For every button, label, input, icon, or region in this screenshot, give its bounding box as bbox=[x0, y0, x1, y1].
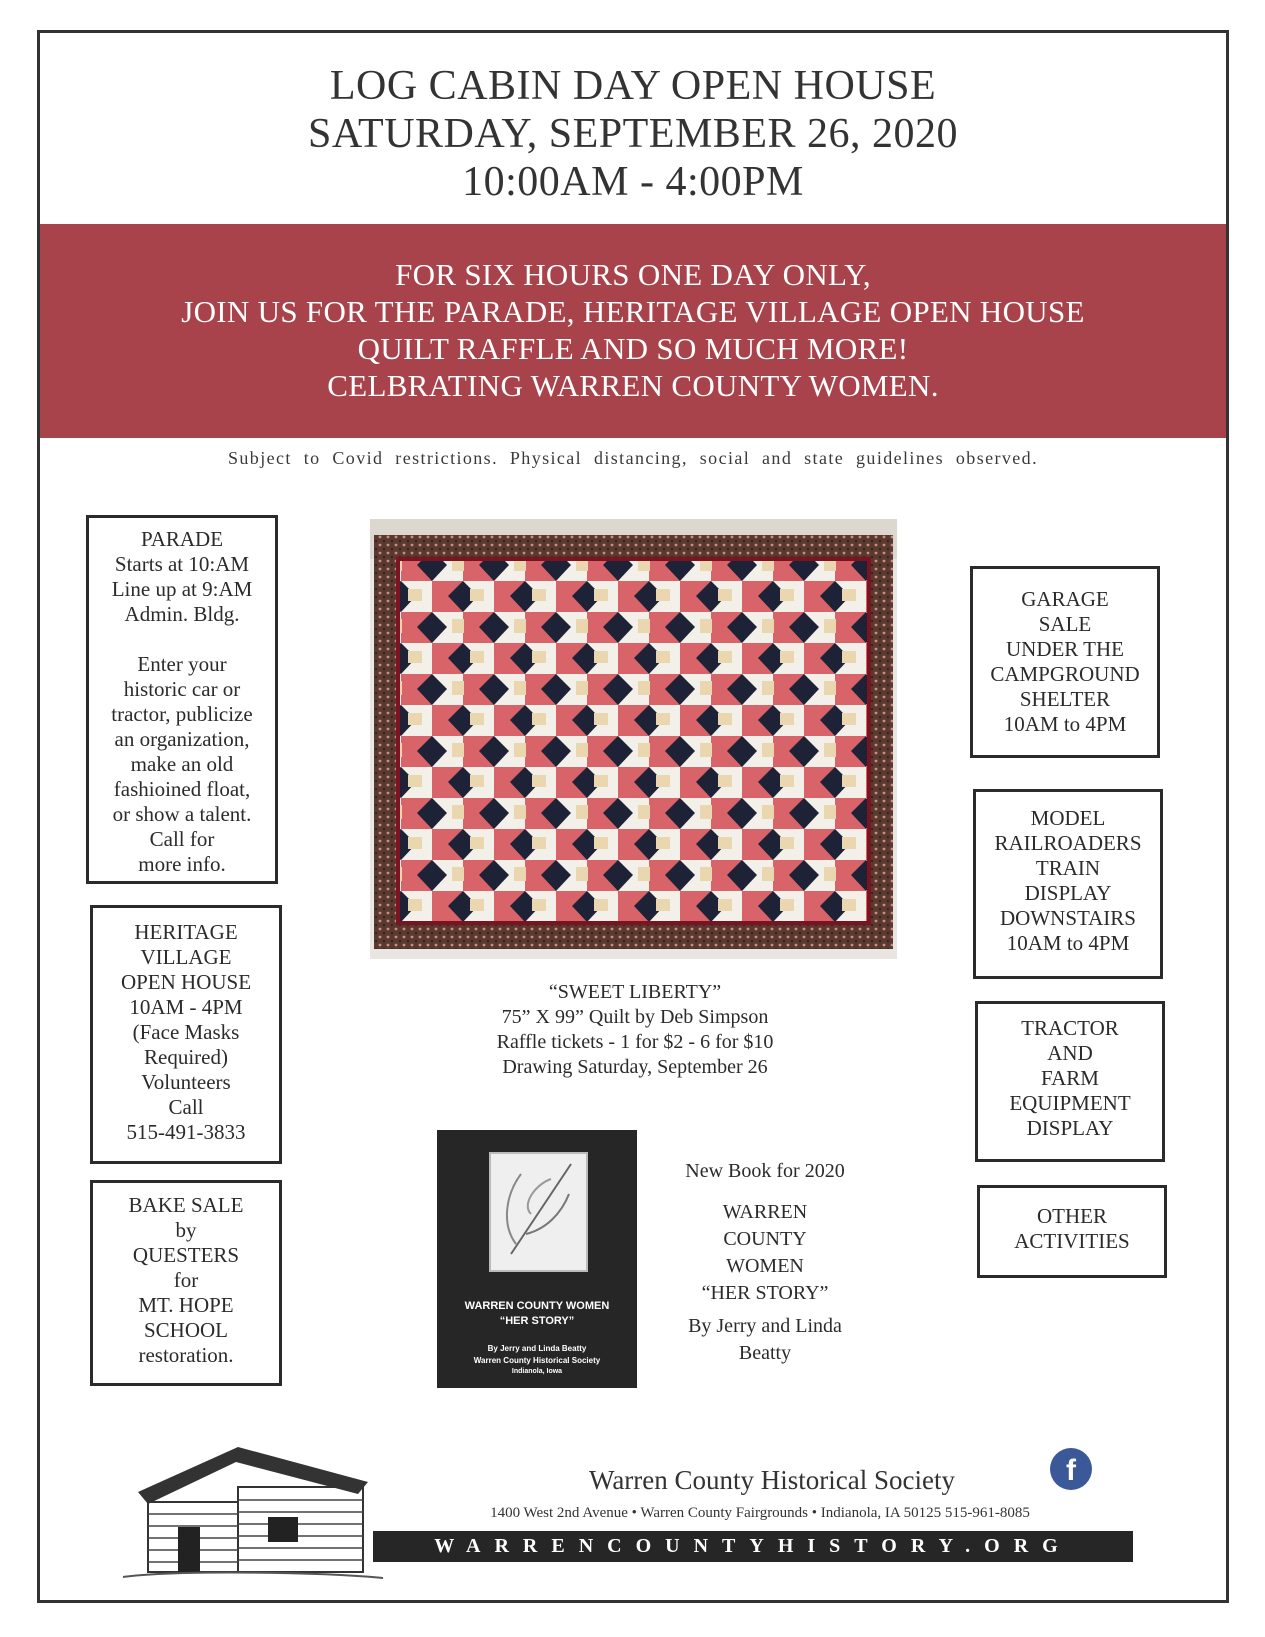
box-line: (Face Masks bbox=[132, 1020, 240, 1044]
caption-line: Drawing Saturday, September 26 bbox=[502, 1056, 768, 1078]
caption-line: Raffle tickets - 1 for $2 - 6 for $10 bbox=[496, 1031, 774, 1053]
event-time: 10:00AM - 4:00PM bbox=[462, 159, 804, 205]
box-line: for bbox=[173, 1268, 199, 1292]
box-line: FARM bbox=[1041, 1066, 1099, 1090]
org-name: Warren County Historical Society bbox=[589, 1465, 955, 1495]
box-line: OPEN HOUSE bbox=[120, 970, 252, 994]
quilt-caption bbox=[420, 980, 850, 1080]
box-line: SALE bbox=[1038, 612, 1092, 636]
event-title: LOG CABIN DAY OPEN HOUSE bbox=[329, 63, 937, 109]
book-cover-art bbox=[489, 1152, 588, 1272]
box-line: EQUIPMENT bbox=[1009, 1091, 1131, 1115]
covid-note: Subject to Covid restrictions. Physical distancing, social and state guidelines observed. bbox=[228, 448, 1038, 468]
box-line: CAMPGROUND bbox=[990, 662, 1140, 686]
website-url[interactable]: WARRENCOUNTYHISTORY.ORG bbox=[373, 1531, 1133, 1562]
new-book-title-line: “HER STORY” bbox=[701, 1282, 829, 1304]
tractor-box bbox=[975, 1001, 1165, 1162]
book-authors: By Jerry and Linda Beatty bbox=[487, 1344, 587, 1353]
box-line: restoration. bbox=[138, 1343, 234, 1367]
box-line: 10AM - 4PM bbox=[129, 995, 243, 1019]
banner-line: JOIN US FOR THE PARADE, HERITAGE VILLAGE OPEN HOUSE bbox=[181, 294, 1085, 329]
banner-line: CELBRATING WARREN COUNTY WOMEN. bbox=[327, 368, 939, 403]
box-line: by bbox=[175, 1218, 197, 1242]
box-line: 10AM to 4PM bbox=[1003, 712, 1127, 736]
book-publisher: Warren County Historical Society bbox=[473, 1356, 601, 1365]
box-line: SHELTER bbox=[1019, 687, 1111, 711]
box-line: Enter your bbox=[137, 652, 227, 676]
box-line: TRACTOR bbox=[1021, 1016, 1119, 1040]
box-line: more info. bbox=[138, 852, 226, 876]
box-line: TRAIN bbox=[1035, 856, 1101, 880]
box-line: MODEL bbox=[1030, 806, 1106, 830]
new-book-byline: Beatty bbox=[738, 1342, 792, 1364]
box-line: HERITAGE bbox=[134, 920, 238, 944]
caption-line: “SWEET LIBERTY” bbox=[548, 981, 722, 1003]
new-book-heading: New Book for 2020 bbox=[685, 1160, 845, 1182]
railroad-box bbox=[973, 789, 1163, 979]
box-line: SCHOOL bbox=[143, 1318, 228, 1342]
book-title-1: WARREN COUNTY WOMEN bbox=[464, 1300, 610, 1312]
box-line: Call for bbox=[149, 827, 215, 851]
box-line: OTHER bbox=[1037, 1204, 1107, 1228]
box-line: UNDER THE bbox=[1005, 637, 1125, 661]
banner-line: FOR SIX HOURS ONE DAY ONLY, bbox=[395, 257, 871, 292]
book-place: Indianola, Iowa bbox=[511, 1368, 563, 1375]
new-book-title-line: COUNTY bbox=[723, 1228, 807, 1250]
box-line: QUESTERS bbox=[132, 1243, 240, 1267]
box-line: fashioined float, bbox=[113, 777, 251, 801]
new-book-title-line: WOMEN bbox=[726, 1255, 804, 1277]
garage-sale-box bbox=[970, 566, 1160, 758]
new-book-title-line: WARREN bbox=[722, 1201, 808, 1223]
box-line: MT. HOPE bbox=[138, 1293, 234, 1317]
banner-line: QUILT RAFFLE AND SO MUCH MORE! bbox=[357, 331, 909, 366]
other-activities-box bbox=[977, 1185, 1167, 1278]
box-line: or show a talent. bbox=[112, 802, 252, 826]
org-address: 1400 West 2nd Avenue • Warren County Fairgrounds • Indianola, IA 50125 515-961-8085 bbox=[490, 1505, 1030, 1521]
book-title-2: “HER STORY” bbox=[499, 1315, 575, 1327]
box-line: historic car or bbox=[123, 677, 241, 701]
box-line: GARAGE bbox=[1021, 587, 1109, 611]
box-line: DOWNSTAIRS bbox=[1000, 906, 1136, 930]
promo-banner bbox=[40, 224, 1226, 438]
box-line: DISPLAY bbox=[1026, 1116, 1114, 1140]
box-line: BAKE SALE bbox=[128, 1193, 244, 1217]
quilt-photo bbox=[370, 519, 897, 959]
box-line: make an old bbox=[130, 752, 234, 776]
box-line: Line up at 9:AM bbox=[111, 577, 253, 601]
event-date: SATURDAY, SEPTEMBER 26, 2020 bbox=[308, 111, 958, 157]
box-line: AND bbox=[1047, 1041, 1093, 1065]
box-line: Admin. Bldg. bbox=[124, 602, 240, 626]
box-line: 10AM to 4PM bbox=[1006, 931, 1130, 955]
facebook-icon[interactable]: f bbox=[1050, 1448, 1092, 1490]
parade-box bbox=[86, 515, 278, 884]
new-book-byline: By Jerry and Linda bbox=[688, 1315, 842, 1337]
box-line: Starts at 10:AM bbox=[114, 552, 250, 576]
new-book-info bbox=[660, 1158, 870, 1367]
box-line: PARADE bbox=[140, 527, 224, 551]
log-cabin-illustration bbox=[118, 1432, 388, 1582]
book-cover bbox=[437, 1130, 637, 1388]
header bbox=[40, 62, 1226, 206]
heritage-box bbox=[90, 905, 282, 1164]
box-line: VILLAGE bbox=[140, 945, 232, 969]
caption-line: 75” X 99” Quilt by Deb Simpson bbox=[501, 1006, 769, 1028]
box-line: Volunteers bbox=[141, 1070, 231, 1094]
box-line: an organization, bbox=[114, 727, 250, 751]
box-line: RAILROADERS bbox=[994, 831, 1142, 855]
feather-illustration bbox=[491, 1154, 586, 1270]
box-line: 515-491-3833 bbox=[126, 1120, 246, 1144]
bake-sale-box bbox=[90, 1180, 282, 1386]
box-line: tractor, publicize bbox=[111, 702, 253, 726]
box-line: Required) bbox=[144, 1045, 228, 1069]
box-line: DISPLAY bbox=[1024, 881, 1112, 905]
box-line: ACTIVITIES bbox=[1014, 1229, 1130, 1253]
box-line: Call bbox=[168, 1095, 204, 1119]
